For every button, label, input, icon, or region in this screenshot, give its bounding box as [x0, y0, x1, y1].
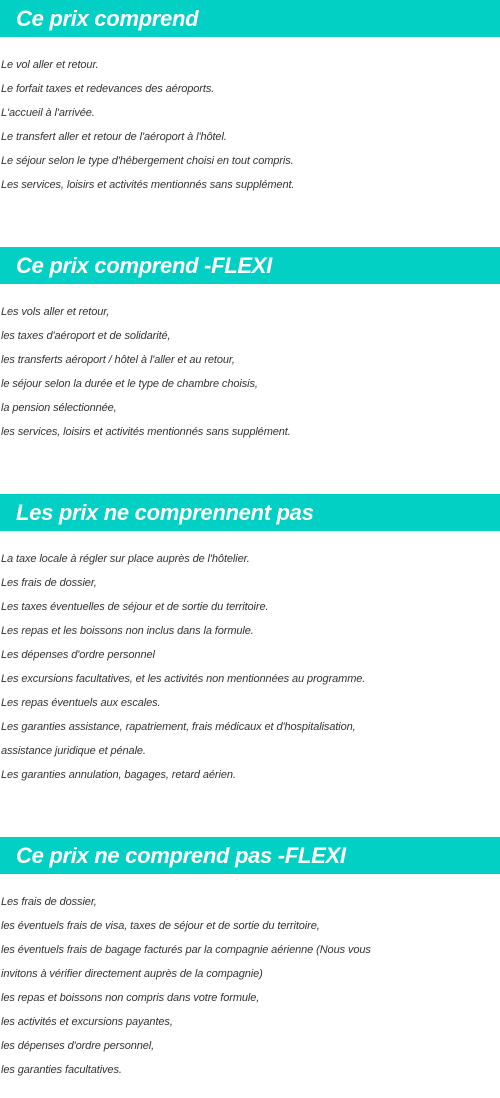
section-ce-prix-comprend-flexi: [0, 247, 500, 444]
section-title: Ce prix comprend: [0, 0, 500, 37]
list-item: les éventuels frais de visa, taxes de séjour et de sortie du territoire,: [1, 920, 320, 932]
item-list: [0, 874, 500, 1082]
item-list: [0, 37, 500, 197]
list-item: invitons à vérifier directement auprès de la compagnie): [1, 968, 263, 980]
list-item: Les repas et les boissons non inclus dans la formule.: [1, 625, 254, 637]
section-ce-prix-ne-comprend-pas-flexi: [0, 837, 500, 1082]
item-list: [0, 284, 500, 444]
list-item: Les vols aller et retour,: [1, 306, 110, 318]
section-title: Ce prix comprend -FLEXI: [0, 247, 500, 284]
list-item: Les dépenses d'ordre personnel: [1, 649, 155, 661]
list-item: L'accueil à l'arrivée.: [1, 107, 95, 119]
list-item: Les services, loisirs et activités mentionnés sans supplément.: [1, 179, 295, 191]
list-item: assistance juridique et pénale.: [1, 745, 146, 757]
list-item: La taxe locale à régler sur place auprès de l'hôtelier.: [1, 553, 250, 565]
list-item: le séjour selon la durée et le type de chambre choisis,: [1, 378, 258, 390]
list-item: Les garanties assistance, rapatriement, frais médicaux et d'hospitalisation,: [1, 721, 356, 733]
list-item: Les taxes éventuelles de séjour et de sortie du territoire.: [1, 601, 269, 613]
section-les-prix-ne-comprennent-pas: [0, 494, 500, 787]
list-item: Les excursions facultatives, et les activités non mentionnées au programme.: [1, 673, 366, 685]
section-title: Les prix ne comprennent pas: [0, 494, 500, 531]
list-item: les repas et boissons non compris dans votre formule,: [1, 992, 260, 1004]
list-item: la pension sélectionnée,: [1, 402, 117, 414]
list-item: Les garanties annulation, bagages, retard aérien.: [1, 769, 236, 781]
list-item: Les frais de dossier,: [1, 896, 97, 908]
item-list: [0, 531, 500, 787]
list-item: Le forfait taxes et redevances des aéroports.: [1, 83, 215, 95]
list-item: Les frais de dossier,: [1, 577, 97, 589]
list-item: Le séjour selon le type d'hébergement choisi en tout compris.: [1, 155, 294, 167]
list-item: les transferts aéroport / hôtel à l'aller et au retour,: [1, 354, 235, 366]
list-item: les dépenses d'ordre personnel,: [1, 1040, 155, 1052]
list-item: les éventuels frais de bagage facturés par la compagnie aérienne (Nous vous: [1, 944, 371, 956]
list-item: les activités et excursions payantes,: [1, 1016, 173, 1028]
list-item: les taxes d'aéroport et de solidarité,: [1, 330, 171, 342]
list-item: Le transfert aller et retour de l'aéroport à l'hôtel.: [1, 131, 227, 143]
section-ce-prix-comprend: [0, 0, 500, 197]
list-item: Les repas éventuels aux escales.: [1, 697, 161, 709]
list-item: Le vol aller et retour.: [1, 59, 99, 71]
section-title: Ce prix ne comprend pas -FLEXI: [0, 837, 500, 874]
list-item: les services, loisirs et activités mentionnés sans supplément.: [1, 426, 291, 438]
list-item: les garanties facultatives.: [1, 1064, 122, 1076]
